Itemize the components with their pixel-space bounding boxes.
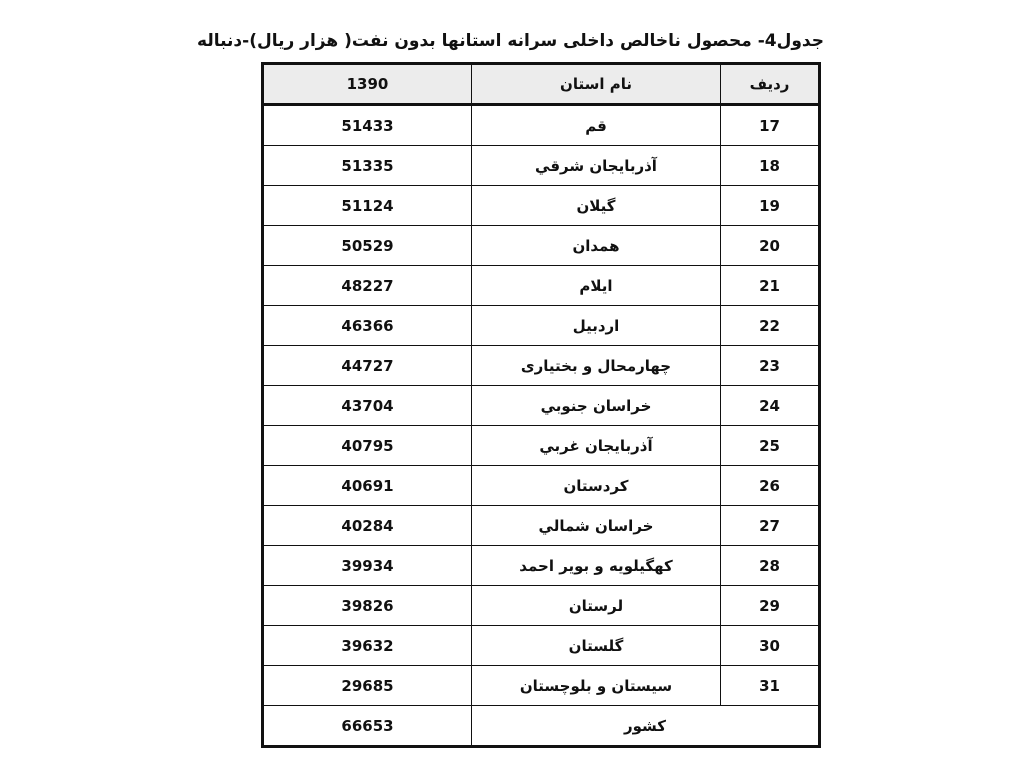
table-row (263, 546, 820, 586)
table-row (263, 306, 820, 346)
table-row (263, 146, 820, 186)
cell-value: 50529 (263, 226, 472, 266)
page-title: جدول4- محصول ناخالص داخلی سرانه استانها بدون نفت( هزار ریال)-دنباله (197, 31, 824, 51)
cell-province: همدان (472, 226, 721, 266)
cell-province: آذربايجان غربي (472, 426, 721, 466)
total-value: 66653 (263, 706, 472, 747)
table-row (263, 506, 820, 546)
header-province: نام استان (472, 64, 721, 105)
cell-value: 39826 (263, 586, 472, 626)
table-row (263, 226, 820, 266)
cell-row-number: 30 (721, 626, 820, 666)
cell-province: اردبيل (472, 306, 721, 346)
table-row (263, 346, 820, 386)
cell-row-number: 26 (721, 466, 820, 506)
table-total-row (263, 706, 820, 747)
cell-row-number: 23 (721, 346, 820, 386)
cell-province: قم (472, 105, 721, 146)
cell-province: لرستان (472, 586, 721, 626)
cell-value: 43704 (263, 386, 472, 426)
cell-row-number: 27 (721, 506, 820, 546)
cell-row-number: 24 (721, 386, 820, 426)
cell-row-number: 25 (721, 426, 820, 466)
cell-province: گيلان (472, 186, 721, 226)
cell-province: خراسان شمالي (472, 506, 721, 546)
table-row (263, 386, 820, 426)
cell-province: ايلام (472, 266, 721, 306)
cell-value: 40284 (263, 506, 472, 546)
cell-province: آذربايجان شرقي (472, 146, 721, 186)
cell-province: كردستان (472, 466, 721, 506)
table-row (263, 266, 820, 306)
cell-row-number: 20 (721, 226, 820, 266)
cell-value: 51335 (263, 146, 472, 186)
cell-row-number: 31 (721, 666, 820, 706)
table-header-row (263, 64, 820, 105)
cell-province: كهگيلويه و بوير احمد (472, 546, 721, 586)
table-row (263, 626, 820, 666)
cell-value: 39934 (263, 546, 472, 586)
cell-value: 39632 (263, 626, 472, 666)
cell-province: گلستان (472, 626, 721, 666)
cell-province: سيستان و بلوچستان (472, 666, 721, 706)
total-label: كشور (472, 706, 820, 747)
cell-province: خراسان جنوبي (472, 386, 721, 426)
table-row (263, 426, 820, 466)
table-row (263, 586, 820, 626)
cell-row-number: 28 (721, 546, 820, 586)
cell-value: 29685 (263, 666, 472, 706)
cell-value: 51433 (263, 105, 472, 146)
cell-row-number: 29 (721, 586, 820, 626)
cell-row-number: 18 (721, 146, 820, 186)
header-year: 1390 (263, 64, 472, 105)
cell-value: 48227 (263, 266, 472, 306)
header-row: ردیف (721, 64, 820, 105)
cell-row-number: 17 (721, 105, 820, 146)
cell-row-number: 22 (721, 306, 820, 346)
table-row (263, 666, 820, 706)
cell-value: 44727 (263, 346, 472, 386)
cell-value: 46366 (263, 306, 472, 346)
gdp-table (261, 62, 821, 748)
cell-value: 51124 (263, 186, 472, 226)
cell-value: 40691 (263, 466, 472, 506)
cell-row-number: 19 (721, 186, 820, 226)
cell-row-number: 21 (721, 266, 820, 306)
table-row (263, 186, 820, 226)
table-row (263, 105, 820, 146)
cell-value: 40795 (263, 426, 472, 466)
table-row (263, 466, 820, 506)
cell-province: چهارمحال و بختياری (472, 346, 721, 386)
